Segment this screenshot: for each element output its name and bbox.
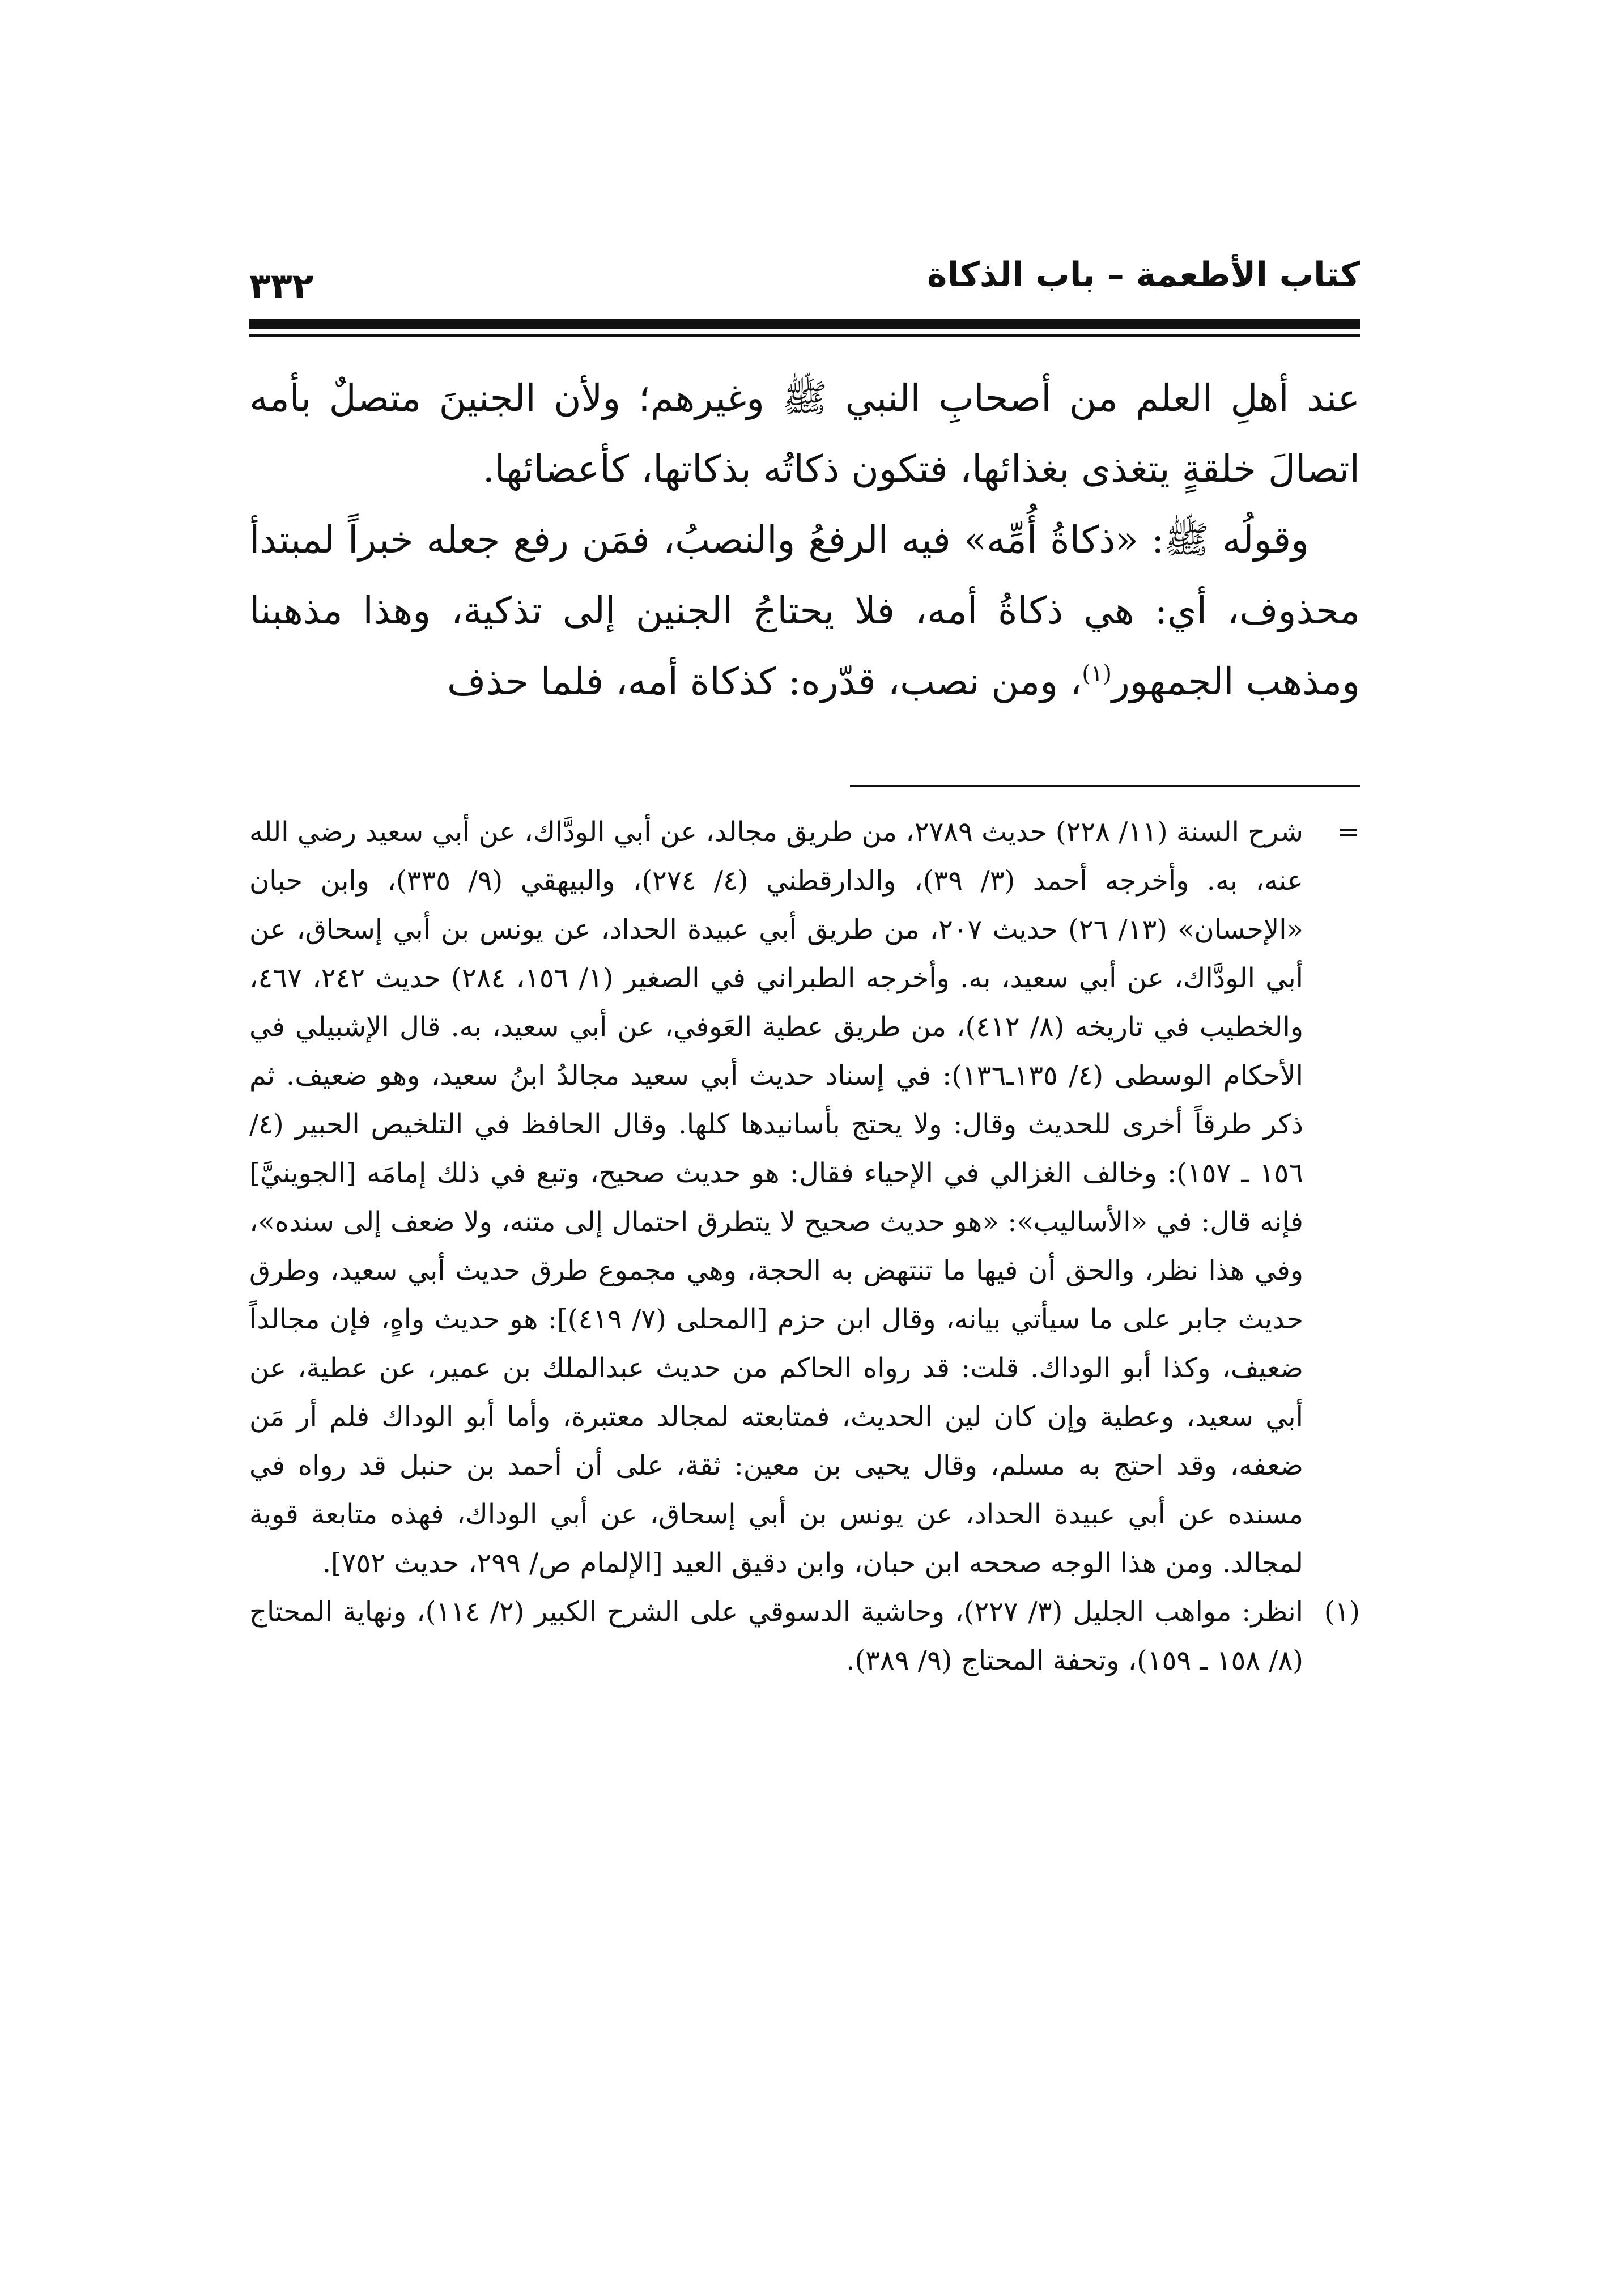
continuation-marker: = xyxy=(1337,816,1360,848)
main-paragraph-text: وقولُه ﷺ: «ذكاةُ أُمِّه» فيه الرفعُ والنصبُ، فمَن رفع جعله خبراً لمبتدأ محذوف، أي: هي ذكاةُ أمه، فلا يحتاجُ الجنين إلى تذكية، وهذا مذهبنا ومذهب الجمهور xyxy=(249,518,1360,703)
header-rule-thin xyxy=(249,334,1360,337)
page-number: ٣٣٢ xyxy=(249,265,314,307)
footnote-1 xyxy=(249,1587,1360,1685)
footnote-text: انظر: مواهب الجليل (٣/ ٢٢٧)، وحاشية الدسوقي على الشرح الكبير (٢/ ١١٤)، ونهاية المحتاج (٨/ ١٥٨ ـ ١٥٩)، وتحفة المحتاج (٩/ ٣٨٩). xyxy=(249,1596,1304,1676)
footnote-marker: (١) xyxy=(1324,1596,1360,1628)
document-page xyxy=(249,0,1360,2293)
main-text xyxy=(249,363,1360,717)
footnote-continuation xyxy=(249,808,1360,1587)
main-paragraph-text: ، ومن نصب، قدّره: كذكاة أمه، فلما حذف xyxy=(447,660,1082,703)
footnote-separator xyxy=(850,785,1360,787)
main-paragraph: عند أهلِ العلم من أصحابِ النبي ﷺ وغيرهم؛ ولأن الجنينَ متصلٌ بأمه اتصالَ خلقةٍ يتغذى بغذائها، فتكون ذكاتُه بذكاتها، كأعضائها. xyxy=(249,376,1360,491)
header-rule-thick xyxy=(249,319,1360,329)
footnote-text: شرح السنة (١١/ ٢٢٨) حديث ٢٧٨٩، من طريق مجالد، عن أبي الودَّاك، عن أبي سعيد رضي الله عنه، به. وأخرجه أحمد (٣/ ٣٩)، والدارقطني (٤/ ٢٧٤)، والبيهقي (٩/ ٣٣٥)، وابن حبان «الإحسان» (١٣/ ٢٦) حديث ٢٠٧، من طريق أبي عبيدة الحداد، عن يونس بن أبي إسحاق، عن أبي الودَّاك، عن أبي سعيد، به. وأخرجه الطبراني في الصغير (١/ ١٥٦، ٢٨٤) حديث ٢٤٢، ٤٦٧، والخطيب في تاريخه (٨/ ٤١٢)، من طريق عطية العَوفي، عن أبي سعيد، به. قال الإشبيلي في الأحكام الوسطى (٤/ ١٣٥ـ١٣٦): في إسناد حديث أبي سعيد مجالدُ ابنُ سعيد، وهو ضعيف. ثم ذكر طرقاً أخرى للحديث وقال: ولا يحتج بأسانيدها كلها. وقال الحافظ في التلخيص الحبير (٤/ ١٥٦ ـ ١٥٧): وخالف الغزالي في الإحياء فقال: هو حديث صحيح، وتبع في ذلك إمامَه [الجوينيَّ] فإنه قال: في «الأساليب»: «هو حديث صحيح لا يتطرق احتمال إلى متنه، ولا ضعف إلى سنده»، وفي هذا نظر، والحق أن فيها ما تنتهض به الحجة، وهي مجموع طرق حديث أبي سعيد، وطرق حديث جابر على ما سيأتي بيانه، وقال ابن حزم [المحلى (٧/ ٤١٩)]: هو حديث واهٍ، فإن مجالداً ضعيف، وكذا أبو الوداك. قلت: قد رواه الحاكم من حديث عبدالملك بن عمير، عن عطية، عن أبي سعيد، وعطية وإن كان لين الحديث، فمتابعته لمجالد معتبرة، وأما أبو الوداك فلم أر مَن ضعفه، وقد احتج به مسلم، وقال يحيى بن معين: ثقة، على أن أحمد بن حنبل قد رواه في مسنده عن أبي عبيدة الحداد، عن يونس بن أبي إسحاق، عن أبي الوداك، فهذه متابعة قوية لمجالد. ومن هذا الوجه صححه ابن حبان، وابن دقيق العيد [الإلمام ص/ ٢٩٩، حديث ٧٥٢]. xyxy=(249,816,1304,1579)
footnote-reference[interactable]: (١) xyxy=(1082,661,1112,687)
running-header xyxy=(249,244,1360,306)
book-title: كتاب الأطعمة – باب الذكاة xyxy=(927,255,1360,295)
main-paragraph xyxy=(249,504,1360,717)
footnotes xyxy=(249,808,1360,1685)
